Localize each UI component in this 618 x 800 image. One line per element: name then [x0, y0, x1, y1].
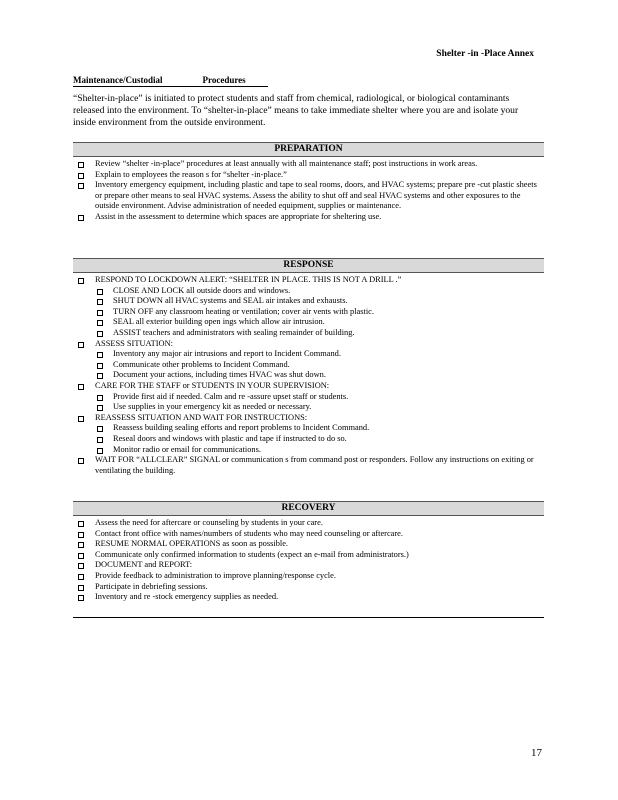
- checklist-item: [73, 328, 544, 339]
- checklist-item: [73, 212, 544, 223]
- checkbox-icon: [97, 331, 103, 337]
- checkbox-icon: [78, 278, 84, 284]
- preparation-section: [73, 142, 544, 223]
- checklist-item-text: CARE FOR THE STAFF or STUDENTS IN YOUR SUPERVISION:: [95, 380, 330, 390]
- checklist-item: [73, 307, 544, 318]
- checklist-item: [73, 370, 544, 381]
- checkbox-icon: [78, 342, 84, 348]
- checklist-item: [73, 360, 544, 371]
- checklist-item: [73, 539, 544, 550]
- page-header: Shelter -in -Place Annex: [436, 49, 534, 59]
- checkbox-icon: [97, 437, 103, 443]
- checkbox-icon: [78, 162, 84, 168]
- intro-paragraph: “Shelter-in-place” is initiated to protect students and staff from chemical, radiological, or biological contaminants released into the environment. To “shelter-in-place” means to take immediate shelter where you are and isolate your inside environment from the outside environment.: [73, 93, 519, 128]
- checklist-item: [73, 434, 544, 445]
- checklist-item: [73, 159, 544, 170]
- checkbox-icon: [97, 448, 103, 454]
- checklist-item-text: SEAL all exterior building open ings which allow air intrusion.: [113, 317, 325, 327]
- checklist-item-text: Communicate only confirmed information to students (expect an e-mail from administrators.): [95, 549, 409, 559]
- checklist-item: [73, 592, 544, 603]
- checklist-item: [73, 286, 544, 297]
- checklist-item-text: Review “shelter -in-place” procedures at least annually with all maintenance staff; post instructions in work areas.: [95, 159, 478, 168]
- checklist-item-text: Explain to employees the reason s for “shelter -in-place.”: [95, 169, 287, 179]
- section-end-rule: [73, 617, 544, 618]
- checklist-item-text: Assess the need for aftercare or counseling by students in your care.: [95, 518, 323, 527]
- checkbox-icon: [78, 585, 84, 591]
- checklist-item: [73, 296, 544, 307]
- checkbox-icon: [78, 542, 84, 548]
- checklist-item: [73, 180, 544, 212]
- checklist-item-text: Participate in debriefing sessions.: [95, 581, 208, 591]
- checklist-item-text: TURN OFF any classroom heating or ventilation; cover air vents with plastic.: [113, 306, 374, 316]
- recovery-section: [73, 501, 544, 603]
- checklist-item: [73, 582, 544, 593]
- checklist-item-text: Monitor radio or email for communications.: [113, 444, 261, 454]
- checkbox-icon: [97, 299, 103, 305]
- checklist-item-text: RESPOND TO LOCKDOWN ALERT: “SHELTER IN PLACE. THIS IS NOT A DRILL .”: [95, 275, 402, 284]
- recovery-list: [73, 518, 544, 603]
- checklist-item: [73, 275, 544, 286]
- checklist-item: [73, 381, 544, 392]
- checklist-item-text: CLOSE AND LOCK all outside doors and windows.: [113, 285, 291, 295]
- checklist-item-text: Document your actions, including times HVAC was shut down.: [113, 370, 326, 380]
- checklist-item-text: Reseal doors and windows with plastic and tape if instructed to do so.: [113, 433, 347, 443]
- response-list: [73, 275, 544, 476]
- checkbox-icon: [78, 595, 84, 601]
- checkbox-icon: [78, 521, 84, 527]
- checkbox-icon: [78, 416, 84, 422]
- checklist-item-text: WAIT FOR “ALLCLEAR” SIGNAL or communication s from command post or responders. Follow any instructions on exiting or ventilating the building.: [95, 455, 534, 475]
- subheader-left: Maintenance/Custodial: [73, 75, 163, 85]
- checklist-item-text: Inventory emergency equipment, including plastic and tape to seal rooms, doors, and HVAC systems; prepare pre -cut plastic sheets or prepare other means to seal HVAC systems. Assess the ability to shut off and seal HVAC systems and other exposures to the outside environment. Advise administration of needed equipment, supplies or maintenance.: [95, 180, 537, 211]
- checklist-item: [73, 170, 544, 181]
- checkbox-icon: [78, 532, 84, 538]
- response-heading: RESPONSE: [73, 258, 544, 273]
- checklist-item: [73, 317, 544, 328]
- checklist-item: [73, 349, 544, 360]
- checkbox-icon: [97, 405, 103, 411]
- checklist-item-text: Reassess building sealing efforts and report problems to Incident Command.: [113, 423, 370, 433]
- checkbox-icon: [97, 426, 103, 432]
- checklist-item: [73, 550, 544, 561]
- checklist-item-text: Inventory any major air intrusions and report to Incident Command.: [113, 349, 341, 359]
- checkbox-icon: [97, 373, 103, 379]
- checkbox-icon: [78, 563, 84, 569]
- checklist-item: [73, 518, 544, 529]
- checkbox-icon: [97, 320, 103, 326]
- checklist-item-text: SHUT DOWN all HVAC systems and SEAL air intakes and exhausts.: [113, 296, 348, 306]
- page-number: 17: [531, 747, 542, 759]
- checkbox-icon: [97, 310, 103, 316]
- checklist-item-text: ASSIST teachers and administrators with sealing remainder of building.: [113, 327, 355, 337]
- checkbox-icon: [97, 289, 103, 295]
- checklist-item: [73, 560, 544, 571]
- preparation-list: [73, 159, 544, 223]
- checklist-item-text: ASSESS SITUATION:: [95, 338, 173, 348]
- checklist-item-text: REASSESS SITUATION AND WAIT FOR INSTRUCTIONS:: [95, 412, 308, 422]
- checklist-item-text: RESUME NORMAL OPERATIONS as soon as possible.: [95, 539, 289, 549]
- checkbox-icon: [97, 395, 103, 401]
- response-section: [73, 258, 544, 476]
- checklist-item-text: Communicate other problems to Incident Command.: [113, 359, 290, 369]
- checklist-item-text: Assist in the assessment to determine which spaces are appropriate for sheltering use.: [95, 211, 382, 221]
- checkbox-icon: [78, 384, 84, 390]
- checkbox-icon: [78, 183, 84, 189]
- checkbox-icon: [78, 553, 84, 559]
- checklist-item-text: DOCUMENT and REPORT:: [95, 560, 193, 570]
- checklist-item: [73, 402, 544, 413]
- checklist-item: [73, 529, 544, 540]
- checklist-item: [73, 423, 544, 434]
- checkbox-icon: [78, 215, 84, 221]
- subheader-right: Procedures: [202, 75, 246, 85]
- checklist-item: [73, 339, 544, 350]
- section-subheader: [73, 75, 268, 87]
- checklist-item-text: Use supplies in your emergency kit as needed or necessary.: [113, 402, 312, 412]
- checklist-item: [73, 445, 544, 456]
- checklist-item: [73, 455, 544, 476]
- recovery-heading: RECOVERY: [73, 501, 544, 516]
- checklist-item: [73, 392, 544, 403]
- preparation-heading: PREPARATION: [73, 142, 544, 157]
- checklist-item-text: Provide feedback to administration to improve planning/response cycle.: [95, 570, 336, 580]
- checkbox-icon: [97, 363, 103, 369]
- checkbox-icon: [78, 173, 84, 179]
- checklist-item-text: Contact front office with names/numbers of students who may need counseling or aftercare.: [95, 528, 403, 538]
- checklist-item: [73, 571, 544, 582]
- checkbox-icon: [78, 574, 84, 580]
- checklist-item-text: Inventory and re -stock emergency supplies as needed.: [95, 592, 279, 602]
- checklist-item-text: Provide first aid if needed. Calm and re -assure upset staff or students.: [113, 391, 349, 401]
- checklist-item: [73, 413, 544, 424]
- checkbox-icon: [78, 458, 84, 464]
- checkbox-icon: [97, 352, 103, 358]
